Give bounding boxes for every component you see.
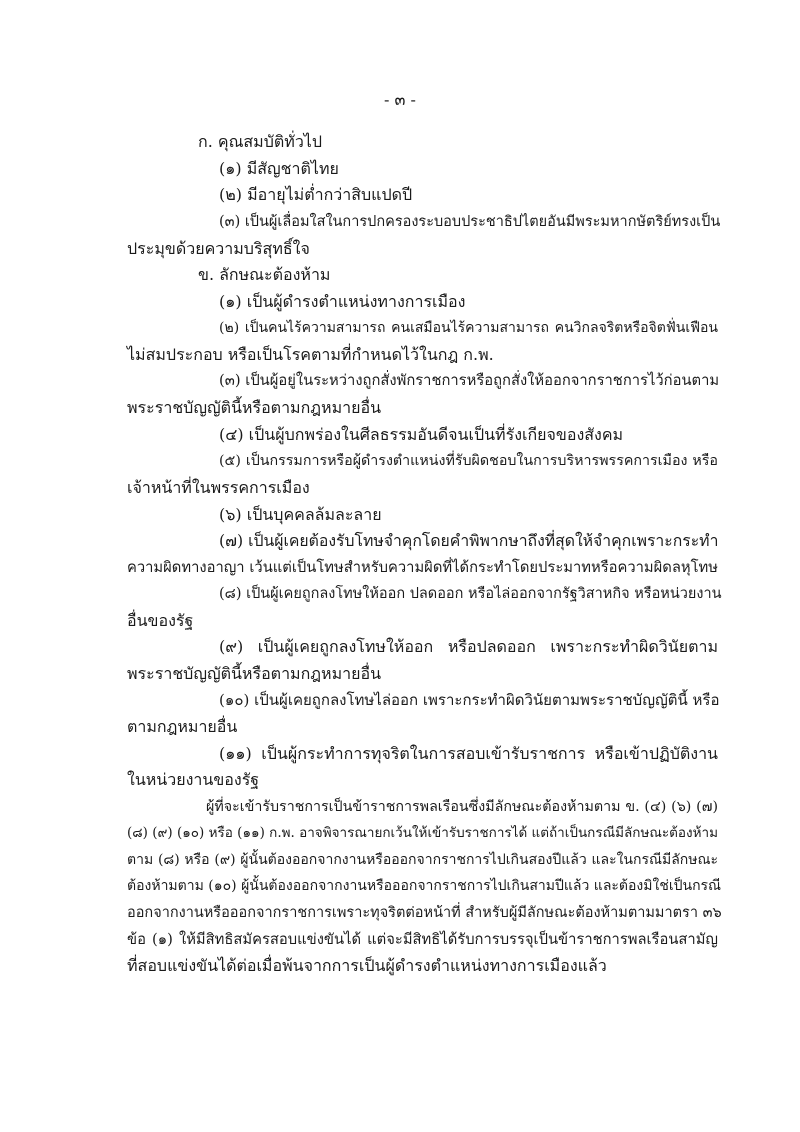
section-b-line-13: อื่นของรัฐ [127, 611, 194, 630]
section-b-line-12: (๘) เป็นผู้เคยถูกลงโทษให้ออก ปลดออก หรือไล่ออกจากรัฐวิสาหกิจ หรือหน่วยงาน [219, 586, 722, 602]
section-b-line-15: พระราชบัญญัตินี้หรือตามกฎหมายอื่น [127, 664, 382, 683]
closing-line-5: ออกจากงานหรือออกจากราชการเพราะทุจริตต่อหน้าที่ สำหรับผู้มีลักษณะต้องห้ามตามมาตรา ๓๖ [127, 905, 722, 921]
section-b-heading: ข. ลักษณะต้องห้าม [198, 265, 331, 284]
section-b-line-7: (๕) เป็นกรรมการหรือผู้ดำรงตำแหน่งที่รับผิดชอบในการบริหารพรรคการเมือง หรือ [219, 453, 718, 469]
section-b-line-9: (๖) เป็นบุคคลล้มละลาย [219, 505, 382, 524]
section-b-line-1: (๑) เป็นผู้ดำรงตำแหน่งทางการเมือง [219, 292, 466, 311]
section-b-line-11: ความผิดทางอาญา เว้นแต่เป็นโทษสำหรับความผิดที่ได้กระทำโดยประมาทหรือความผิดลหุโทษ [127, 559, 718, 576]
section-a-item-3-cont: ประมุขด้วยความบริสุทธิ์ใจ [127, 239, 310, 258]
section-b-line-18: (๑๑) เป็นผู้กระทำการทุจริตในการสอบเข้ารับราชการ หรือเข้าปฏิบัติงาน [219, 744, 718, 763]
section-b-line-10: (๗) เป็นผู้เคยต้องรับโทษจำคุกโดยคำพิพากษาถึงที่สุดให้จำคุกเพราะกระทำ [219, 531, 719, 550]
section-b-line-16: (๑๐) เป็นผู้เคยถูกลงโทษไล่ออก เพราะกระทำผิดวินัยตามพระราชบัญญัตินี้ หรือ [219, 691, 720, 709]
section-b-line-2: (๒) เป็นคนไร้ความสามารถ คนเสมือนไร้ความสามารถ คนวิกลจริตหรือจิตฟั่นเฟือน [219, 320, 718, 336]
section-b-line-4: (๓) เป็นผู้อยู่ในระหว่างถูกสั่งพักราชการหรือถูกสั่งให้ออกจากราชการไว้ก่อนตาม [219, 372, 720, 389]
closing-line-1: ผู้ที่จะเข้ารับราชการเป็นข้าราชการพลเรือนซึ่งมีลักษณะต้องห้ามตาม ข. (๔) (๖) (๗) [206, 799, 718, 815]
section-a-heading: ก. คุณสมบัติทั่วไป [198, 132, 322, 151]
closing-line-7: ที่สอบแข่งขันได้ต่อเมื่อพ้นจากการเป็นผู้ดำรงตำแหน่งทางการเมืองแล้ว [127, 956, 607, 975]
section-a-item-2: (๒) มีอายุไม่ต่ำกว่าสิบแปดปี [219, 185, 413, 204]
page-number: - ๓ - [384, 90, 416, 109]
section-b-line-5: พระราชบัญญัตินี้หรือตามกฎหมายอื่น [127, 398, 382, 417]
section-b-line-14: (๙) เป็นผู้เคยถูกลงโทษให้ออก หรือปลดออก เพราะกระทำผิดวินัยตาม [219, 637, 718, 656]
closing-line-4: ต้องห้ามตาม (๑๐) ผู้นั้นต้องออกจากงานหรือออกจากราชการไปเกินสามปีแล้ว และต้องมิใช่เป็นกรณี [127, 878, 722, 894]
section-a-item-3: (๓) เป็นผู้เลื่อมใสในการปกครองระบอบประชาธิปไตยอันมีพระมหากษัตริย์ทรงเป็น [219, 214, 721, 230]
closing-line-6: ข้อ (๑) ให้มีสิทธิสมัครสอบแข่งขันได้ แต่จะมีสิทธิได้รับการบรรจุเป็นข้าราชการพลเรือนสามัญ [127, 931, 718, 948]
closing-line-2: (๘) (๙) (๑๐) หรือ (๑๑) ก.พ. อาจพิจารณายกเว้นให้เข้ารับราชการได้ แต่ถ้าเป็นกรณีมีลักษณะต้องห้าม [127, 825, 718, 841]
section-b-line-17: ตามกฎหมายอื่น [127, 717, 238, 736]
closing-line-3: ตาม (๘) หรือ (๙) ผู้นั้นต้องออกจากงานหรือออกจากราชการไปเกินสองปีแล้ว และในกรณีมีลักษณะ [127, 852, 718, 868]
section-b-line-19: ในหน่วยงานของรัฐ [127, 770, 260, 789]
section-b-line-8: เจ้าหน้าที่ในพรรคการเมือง [127, 478, 310, 497]
section-b-line-6: (๔) เป็นผู้บกพร่องในศีลธรรมอันดีจนเป็นที่รังเกียจของสังคม [219, 425, 624, 444]
section-b-line-3: ไม่สมประกอบ หรือเป็นโรคตามที่กำหนดไว้ในกฎ ก.พ. [127, 345, 494, 364]
section-a-item-1: (๑) มีสัญชาติไทย [219, 159, 339, 178]
